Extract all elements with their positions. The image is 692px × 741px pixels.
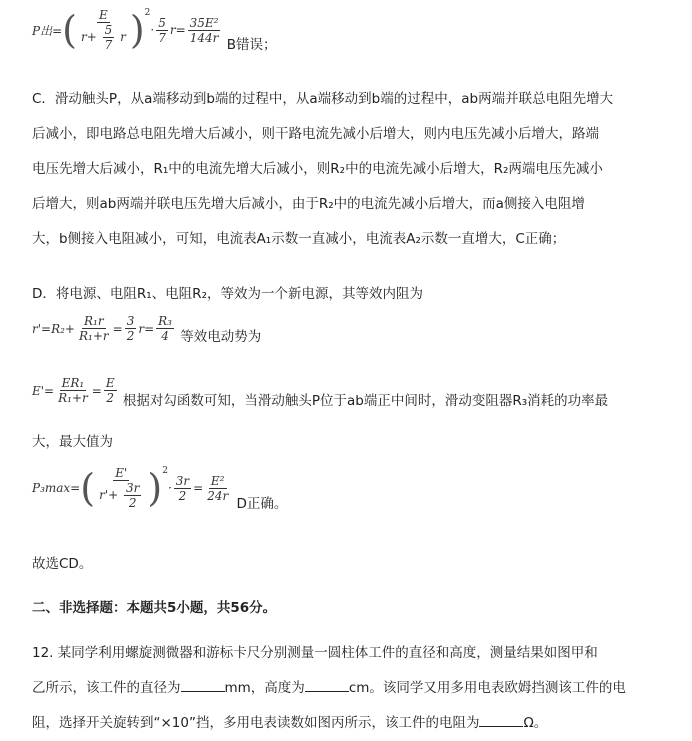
option-c-line: 后增大，则ab两端并联电压先增大后减小，由于R₂中的电流先减小后增大，而a侧接入电阻增: [32, 196, 585, 212]
answer-conclusion: 故选CD。: [32, 556, 93, 572]
question-12-line: 阻，选择开关旋转到“×10”挡，多用电表读数如图丙所示，该工件的电阻为 Ω。: [32, 706, 662, 741]
question-12: [32, 636, 662, 741]
formula-r-prime: r'=R₂+ $\frac{\text{R₁r}}{\text{R₁+r}}$ = $\frac{3}{2}$ r= $\frac{\text{R₃}}{4}$ 等效电动势为: [32, 314, 262, 345]
option-c-line: C．滑动触头P，从a端移动到b端的过程中，从a端移动到b端的过程中，ab两端并联总电阻先增大: [32, 91, 614, 107]
height-blank: [305, 677, 349, 692]
right-paren: ): [129, 8, 145, 52]
question-12-line: 12. 某同学利用螺旋测微器和游标卡尺分别测量一圆柱体工件的直径和高度，测量结果如图甲和: [32, 645, 598, 661]
option-d-reasoning: 根据对勾函数可知，当滑动触头P位于ab端正中间时，滑动变阻器R₃消耗的功率最: [122, 392, 609, 409]
diameter-blank: [181, 677, 225, 692]
formula-p-out: P出= ( E r+ $\frac{5}{7}$ r ) 2 · $\frac{5}{7}$ r= $\frac{\text{35E²}}{144r}$ B错误；: [32, 8, 277, 53]
resistance-blank: [479, 712, 523, 727]
p-out-lhs: P出=: [32, 23, 63, 38]
option-c-line: 大，b侧接入电阻减小，可知，电流表A₁示数一直减小，电流表A₂示数一直增大，C正确；: [32, 231, 566, 247]
formula-p3-max: P₃max= ( E' r'+ $\frac{3r}{2}$ ) 2 · $\frac{3r}{2}$ = $\frac{\text{E²}}{24r}$ D正确。: [32, 466, 288, 512]
equivalent-emf-label: 等效电动势为: [180, 328, 262, 345]
max-value-label: 大，最大值为: [32, 434, 113, 450]
section-heading: 二、非选择题：本题共5小题，共56分。: [32, 600, 277, 616]
option-c-line: 后减小，即电路总电阻先增大后减小，则干路电流先减小后增大，则内电压先减小后增大，路端: [32, 126, 599, 142]
p-out-verdict: B错误；: [226, 36, 277, 53]
option-d-verdict: D正确。: [236, 496, 288, 512]
option-c-paragraph: [32, 82, 662, 257]
p-out-result: $\frac{\text{35E²}}{144r}$: [189, 15, 219, 45]
question-12-line: 乙所示，该工件的直径为 mm，高度为 cm。该同学又用多用电表欧姆挡测该工件的电: [32, 671, 662, 706]
option-c-line: 电压先增大后减小，R₁中的电流先增大后减小，则R₂中的电流先减小后增大，R₂两端电压先减小: [32, 161, 603, 177]
formula-e-prime: E'= $\frac{\text{ER₁}}{\text{R₁+r}}$ = $\frac{E}{2}$ 根据对勾函数可知，当滑动触头P位于ab端正中间时，滑动变阻器R₃消耗的功率最: [32, 376, 609, 409]
p-out-main-fraction: E r+ $\frac{5}{7}$ r: [80, 8, 126, 52]
left-paren: (: [62, 8, 77, 52]
option-d-intro: D．将电源、电阻R₁、电阻R₂，等效为一个新电源，其等效内阻为: [32, 286, 423, 302]
